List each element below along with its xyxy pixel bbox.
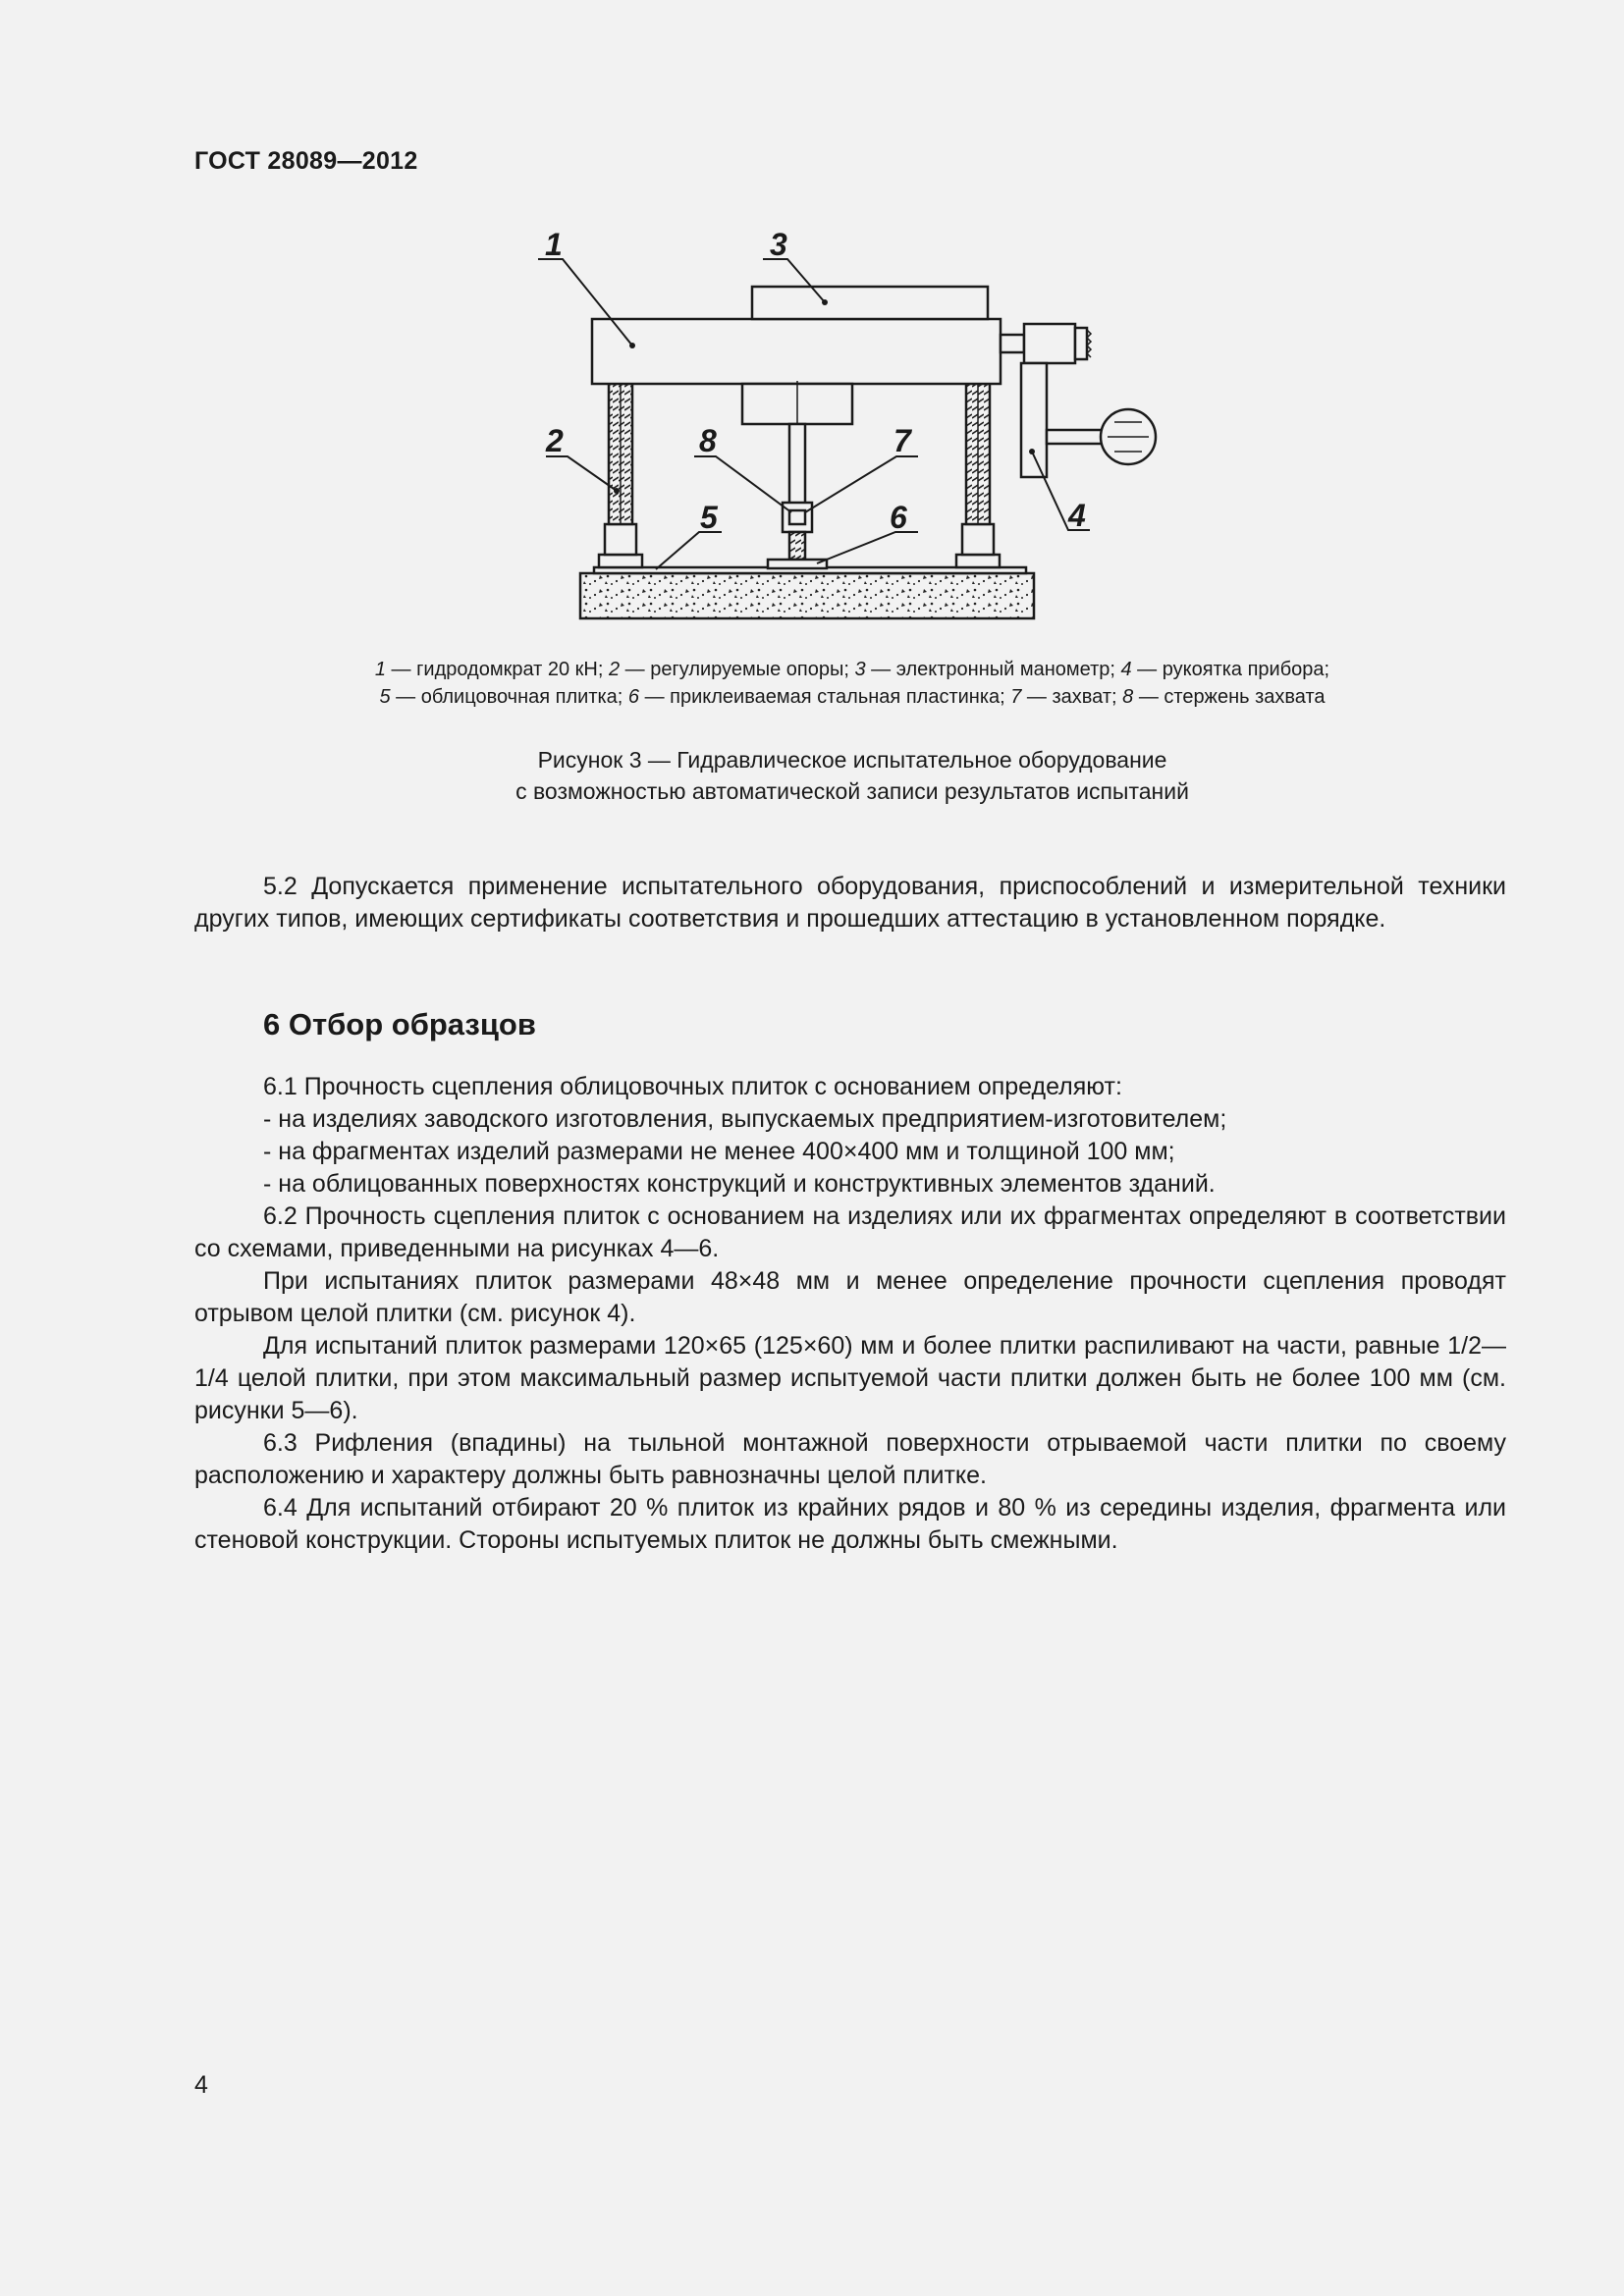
label-8: 8 bbox=[699, 423, 717, 458]
paragraph-6-1: 6.1 Прочность сцепления облицовочных плиток с основанием определяют: bbox=[263, 1073, 1122, 1100]
figure-3-hydraulic-equipment bbox=[0, 216, 1624, 638]
figure-caption bbox=[194, 744, 1510, 807]
caption-line-2: с возможностью автоматической записи результатов испытаний bbox=[515, 778, 1189, 804]
bullet-item: - на фрагментах изделий размерами не менее 400×400 мм и толщиной 100 мм; bbox=[263, 1138, 1175, 1165]
section-6-body bbox=[194, 1071, 1506, 1557]
base-slab bbox=[580, 573, 1034, 618]
caption-line-1: Рисунок 3 — Гидравлическое испытательное оборудование bbox=[537, 747, 1167, 773]
label-4: 4 bbox=[1068, 498, 1086, 533]
figure-legend bbox=[194, 656, 1510, 711]
paragraph-6-4: 6.4 Для испытаний отбирают 20 % плиток из крайних рядов и 80 % из середины изделия, фрагмента или стеновой конструкции. Стороны испытуемых плиток не должны быть смежными. bbox=[194, 1494, 1506, 1554]
label-7: 7 bbox=[893, 423, 911, 458]
paragraph-6-2-b: При испытаниях плиток размерами 48×48 мм и менее определение прочности сцепления проводят отрывом целой плитки (см. рисунок 4). bbox=[194, 1267, 1506, 1327]
label-3: 3 bbox=[770, 227, 787, 262]
legend-line-2: 5 — облицовочная плитка; 6 — приклеиваемая стальная пластинка; 7 — захват; 8 — стержень захвата bbox=[379, 686, 1326, 708]
paragraph-5-2: 5.2 Допускается применение испытательного оборудования, приспособлений и измерительной техники других типов, имеющих сертификаты соответствия и прошедших аттестацию в установленном порядке. bbox=[194, 873, 1506, 933]
bullet-item: - на облицованных поверхностях конструкций и конструктивных элементов зданий. bbox=[263, 1170, 1216, 1198]
label-2: 2 bbox=[546, 423, 564, 458]
label-1: 1 bbox=[545, 227, 563, 262]
paragraph-5-2-block bbox=[194, 871, 1506, 935]
section-6-title: 6 Отбор образцов bbox=[263, 1007, 536, 1041]
paragraph-6-2-c: Для испытаний плиток размерами 120×65 (125×60) мм и более плитки распиливают на части, равные 1/2—1/4 целой плитки, при этом максимальный размер испытуемой части плитки должен быть не более 100 мм (см. рисунки 5—6). bbox=[194, 1332, 1506, 1424]
paragraph-6-2: 6.2 Прочность сцепления плиток с основанием на изделиях или их фрагментах определяют в соответствии со схемами, приведенными на рисунках 4—6. bbox=[194, 1202, 1506, 1262]
label-5: 5 bbox=[700, 500, 718, 535]
document-header: ГОСТ 28089—2012 bbox=[194, 147, 418, 175]
page-number: 4 bbox=[194, 2071, 208, 2099]
bullet-item: - на изделиях заводского изготовления, выпускаемых предприятием-изготовителем; bbox=[263, 1105, 1227, 1133]
label-6: 6 bbox=[890, 500, 907, 535]
equipment-drawing bbox=[0, 216, 1624, 638]
legend-line-1: 1 — гидродомкрат 20 кН; 2 — регулируемые опоры; 3 — электронный манометр; 4 — рукоятка прибора; bbox=[374, 659, 1330, 680]
paragraph-6-3: 6.3 Рифления (впадины) на тыльной монтажной поверхности отрываемой части плитки по своему расположению и характеру должны быть равнозначны целой плитке. bbox=[194, 1429, 1506, 1489]
